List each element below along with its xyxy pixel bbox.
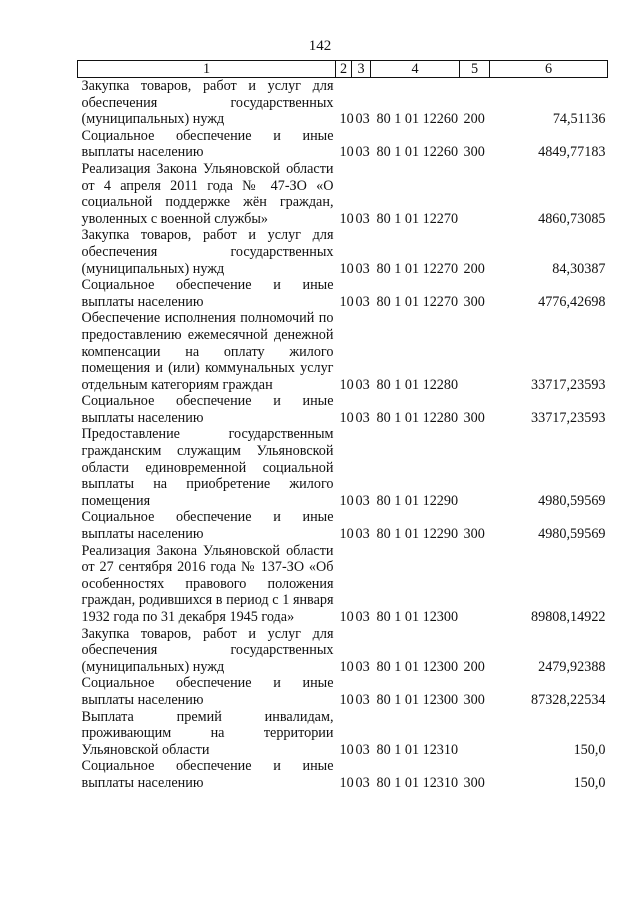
section-code: 10 [339,526,354,543]
target-article-code: 80 1 01 12300 [376,658,459,675]
table-row [78,161,608,227]
amount: 33717,23593 [531,409,606,426]
subsection-code: 03 [355,774,370,791]
table-row [78,626,608,676]
amount: 2479,92388 [538,658,606,675]
expense-type-code: 300 [463,293,485,310]
table-row [78,277,608,310]
amount: 4860,73085 [538,210,606,227]
expense-type-code [460,426,490,509]
subsection-code: 03 [355,658,370,675]
section-code: 10 [339,609,354,625]
subsection-code: 03 [355,609,370,625]
subsection-code: 03 [355,260,370,277]
row-name: Социальное обеспечение и иные выплаты населению [81,277,334,310]
column-header-2: 2 [336,61,352,78]
header-row [78,61,608,78]
section-code: 10 [339,144,354,161]
table-row [78,310,608,393]
page-number: 142 [308,38,332,54]
row-name: Обеспечение исполнения полномочий по предоставлению ежемесячной денежной компенсации на оплату жилого помещения и (или) коммунальных услуг отдельным категориям граждан [81,310,334,393]
column-header-4: 4 [371,61,460,78]
table-row [78,128,608,161]
section-code: 10 [339,376,354,393]
amount: 4980,59569 [538,492,606,509]
row-name: Выплата премий инвалидам, проживающим на территории Ульяновской области [81,708,334,758]
row-name: Закупка товаров, работ и услуг для обеспечения государственных (муниципальных) нужд [81,625,334,675]
subsection-code: 03 [355,111,370,128]
expense-type-code: 300 [463,144,485,161]
section-code: 10 [339,111,354,128]
target-article-code: 80 1 01 12280 [376,409,459,426]
table-row [78,78,608,128]
section-code: 10 [339,741,354,758]
subsection-code: 03 [355,691,370,708]
table-row [78,393,608,426]
expense-type-code: 300 [463,774,485,791]
target-article-code: 80 1 01 12270 [376,260,459,277]
amount: 87328,22534 [531,691,606,708]
row-name: Социальное обеспечение и иные выплаты населению [81,758,334,791]
subsection-code: 03 [355,409,370,426]
expense-type-code: 300 [463,691,485,708]
target-article-code: 80 1 01 12260 [376,111,459,128]
row-name: Социальное обеспечение и иные выплаты населению [81,127,334,161]
row-name: Предоставление государственным гражданским служащим Ульяновской области единовременной социальной выплаты на приобретение жилого помещения [81,426,334,509]
target-article-code: 80 1 01 12260 [376,144,459,161]
table-row [78,227,608,277]
expense-type-code [460,161,490,227]
expense-type-code [460,310,490,393]
section-code: 10 [339,293,354,310]
amount: 4776,42698 [538,293,606,310]
table-row [78,509,608,542]
column-header-6: 6 [490,61,608,78]
row-name: Закупка товаров, работ и услуг для обеспечения государственных (муниципальных) нужд [81,78,334,128]
table-row [78,709,608,759]
table-row [78,426,608,509]
section-code: 10 [339,658,354,675]
row-name: Социальное обеспечение и иные выплаты населению [81,509,334,543]
amount: 74,51136 [552,111,606,128]
target-article-code: 80 1 01 12300 [376,609,459,625]
expense-type-code: 200 [463,260,485,277]
amount: 4980,59569 [538,526,606,543]
target-article-code: 80 1 01 12310 [376,774,459,791]
row-name: Реализация Закона Ульяновской области от 4 апреля 2011 года № 47-ЗО «О социальной поддержке жён граждан, уволенных с военной службы» [81,160,334,227]
section-code: 10 [339,492,354,509]
target-article-code: 80 1 01 12290 [376,526,459,543]
budget-table [77,60,608,792]
subsection-code: 03 [355,376,370,393]
section-code: 10 [339,409,354,426]
column-header-1: 1 [78,61,336,78]
amount: 33717,23593 [531,376,606,393]
target-article-code: 80 1 01 12280 [376,376,459,393]
table-row [78,543,608,626]
section-code: 10 [339,774,354,791]
row-name: Социальное обеспечение и иные выплаты населению [81,675,334,708]
target-article-code: 80 1 01 12300 [376,691,459,708]
amount: 150,0 [573,741,606,758]
column-header-3: 3 [352,61,371,78]
row-name: Реализация Закона Ульяновской области от 27 сентября 2016 года № 137-ЗО «Об особенностях правового положения граждан, родившихся в период с 1 января 1932 года по 31 декабря 1945 года» [81,542,334,625]
subsection-code: 03 [355,741,370,758]
table-body [78,78,608,792]
amount: 4849,77183 [538,144,606,161]
subsection-code: 03 [355,293,370,310]
expense-type-code [460,709,490,759]
target-article-code: 80 1 01 12270 [376,210,459,227]
section-code: 10 [339,691,354,708]
subsection-code: 03 [355,526,370,543]
expense-type-code: 300 [463,526,485,543]
amount: 89808,14922 [531,609,606,625]
amount: 150,0 [573,774,606,791]
row-name: Социальное обеспечение и иные выплаты населению [81,393,334,426]
table-row [78,675,608,708]
expense-type-code: 300 [463,409,485,426]
target-article-code: 80 1 01 12310 [376,741,459,758]
expense-type-code: 200 [463,111,485,128]
subsection-code: 03 [355,210,370,227]
row-name: Закупка товаров, работ и услуг для обеспечения государственных (муниципальных) нужд [81,227,334,277]
target-article-code: 80 1 01 12290 [376,492,459,509]
section-code: 10 [339,260,354,277]
table-row [78,758,608,791]
expense-type-code: 200 [463,658,485,675]
column-header-5: 5 [460,61,490,78]
expense-type-code [460,543,490,626]
subsection-code: 03 [355,144,370,161]
amount: 84,30387 [552,260,606,277]
subsection-code: 03 [355,492,370,509]
target-article-code: 80 1 01 12270 [376,293,459,310]
section-code: 10 [339,210,354,227]
